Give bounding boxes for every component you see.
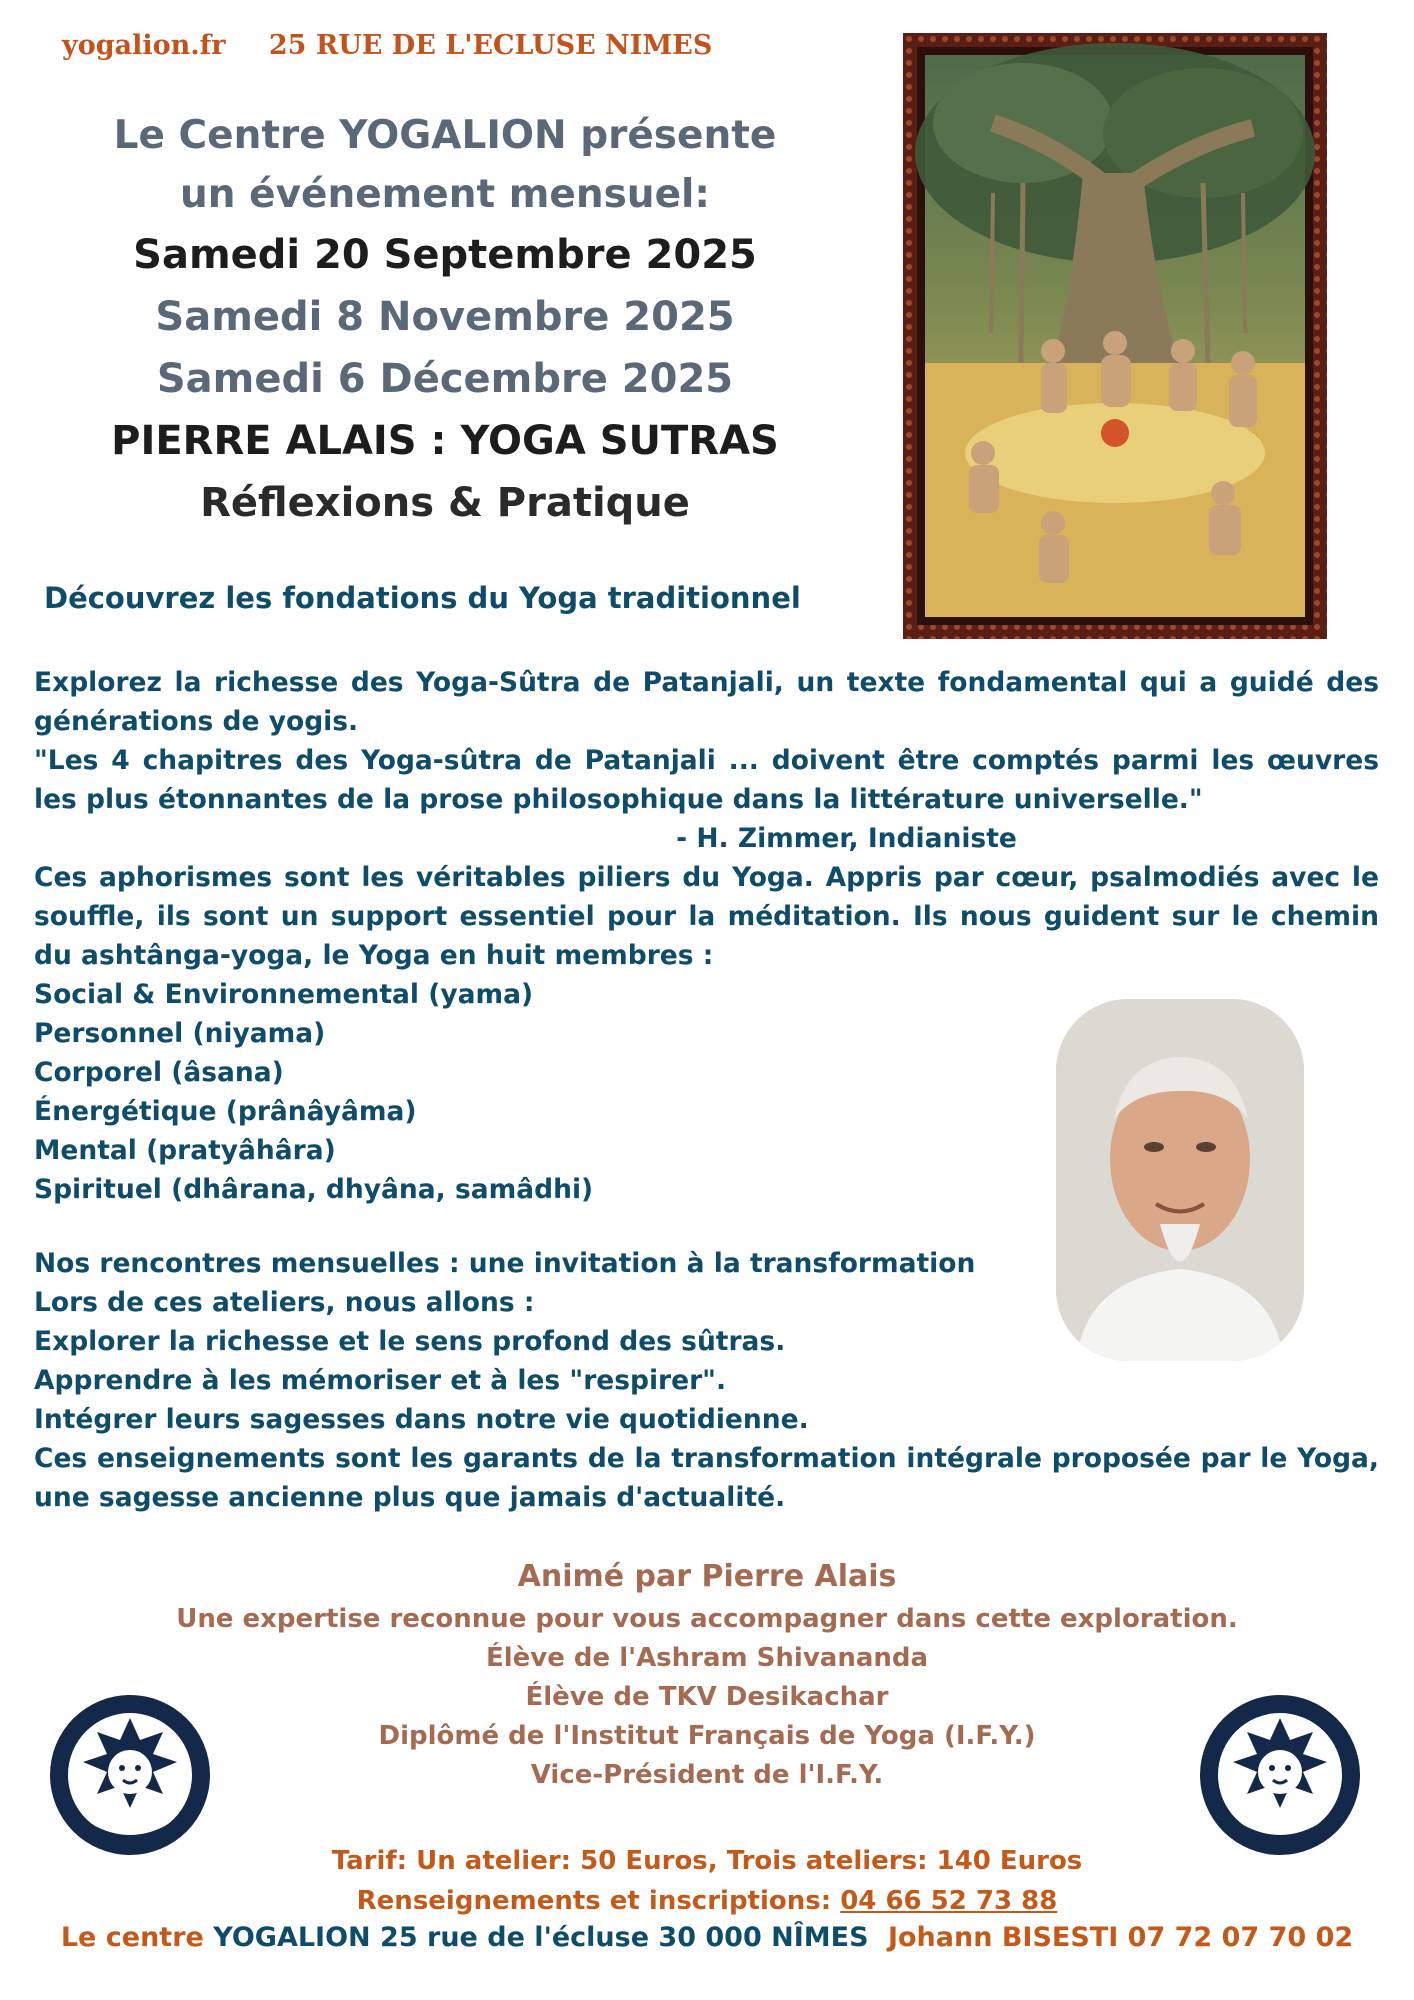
list-item: Apprendre à les mémoriser et à les "respirer".: [34, 1365, 727, 1396]
list-item: Énergétique (prânâyâma): [34, 1096, 417, 1127]
zimmer-quote: "Les 4 chapitres des Yoga-sûtra de Patanjali ... doivent être comptés parmi les œuvres les plus étonnantes de la prose philosophique dans la littérature universelle.": [34, 745, 1379, 815]
painting-image: [903, 33, 1327, 639]
subtitle: Réflexions & Pratique: [200, 480, 690, 526]
website-link[interactable]: yogalion.fr: [62, 30, 226, 61]
list-item: Spirituel (dhârana, dhyâna, samâdhi): [34, 1174, 594, 1205]
title-block: [40, 106, 850, 534]
intro-paragraph: Explorez la richesse des Yoga-Sûtra de Patanjali, un texte fondamental qui a guidé des générations de yogis.: [34, 667, 1379, 737]
headline: PIERRE ALAIS : YOGA SUTRAS: [111, 418, 779, 464]
title-line-2: un événement mensuel:: [180, 172, 710, 217]
contact-label: Renseignements et inscriptions:: [356, 1886, 832, 1916]
footer-phone[interactable]: 07 72 07 70 02: [1127, 1922, 1354, 1953]
aphorisms-paragraph: Ces aphorismes sont les véritables piliers du Yoga. Appris par cœur, psalmodiés avec le souffle, ils sont un support essentiel pour la méditation. Ils nous guident sur le chemin du ashtânga-yoga, le Yoga en huit membres :: [34, 862, 1379, 971]
quote-attribution: - H. Zimmer, Indianiste: [676, 823, 1017, 854]
event-date-2: Samedi 8 Novembre 2025: [155, 294, 735, 340]
footer-address: YOGALION 25 rue de l'écluse 30 000 NÎMES: [213, 1922, 869, 1953]
phone-link[interactable]: 04 66 52 73 88: [840, 1886, 1058, 1916]
title-line-1: Le Centre YOGALION présente: [113, 113, 777, 158]
bio-title: Animé par Pierre Alais: [517, 1559, 897, 1594]
contact-line: [0, 1881, 1414, 1921]
header-address: 25 RUE DE L'ECLUSE NIMES: [268, 30, 713, 61]
bio-section: [157, 1554, 1257, 1795]
footer-line: [0, 1922, 1414, 1953]
footer-contact-name: Johann BISESTI: [887, 1922, 1119, 1953]
bio-line: Vice-Président de l'I.F.Y.: [530, 1760, 884, 1790]
list-item: Social & Environnemental (yama): [34, 979, 534, 1010]
event-date-3: Samedi 6 Décembre 2025: [156, 356, 734, 402]
discover-heading: Découvrez les fondations du Yoga traditionnel: [44, 581, 801, 615]
tarif-line: Tarif: Un atelier: 50 Euros, Trois ateliers: 140 Euros: [331, 1846, 1083, 1876]
header-line: [62, 30, 712, 61]
painting-illustration: [903, 33, 1327, 639]
bio-line: Une expertise reconnue pour vous accompagner dans cette exploration.: [176, 1604, 1238, 1634]
list-item: Explorer la richesse et le sens profond des sûtras.: [34, 1326, 786, 1357]
event-date-1: Samedi 20 Septembre 2025: [133, 232, 757, 278]
list-item: Intégrer leurs sagesses dans notre vie quotidienne.: [34, 1404, 809, 1435]
meetings-heading: Nos rencontres mensuelles : une invitation à la transformation: [34, 1248, 976, 1279]
footer-prefix: Le centre: [60, 1922, 204, 1953]
lion-emblem-icon: [45, 1690, 215, 1860]
bio-line: Élève de l'Ashram Shivananda: [485, 1643, 929, 1673]
bio-line: Diplômé de l'Institut Français de Yoga (I.F.Y.): [378, 1721, 1036, 1751]
list-item: Corporel (âsana): [34, 1057, 284, 1088]
pricing-section: [0, 1841, 1414, 1921]
lion-emblem-icon: [1195, 1690, 1365, 1860]
meetings-closing: Ces enseignements sont les garants de la transformation intégrale proposée par le Yoga, une sagesse ancienne plus que jamais d'actualité.: [34, 1443, 1379, 1513]
meetings-section: [34, 1244, 1379, 1517]
list-item: Mental (pratyâhâra): [34, 1135, 336, 1166]
meetings-intro: Lors de ces ateliers, nous allons :: [34, 1287, 535, 1318]
intro-section: [34, 663, 1379, 975]
limbs-list: [34, 975, 834, 1209]
bio-line: Élève de TKV Desikachar: [525, 1682, 889, 1712]
list-item: Personnel (niyama): [34, 1018, 326, 1049]
